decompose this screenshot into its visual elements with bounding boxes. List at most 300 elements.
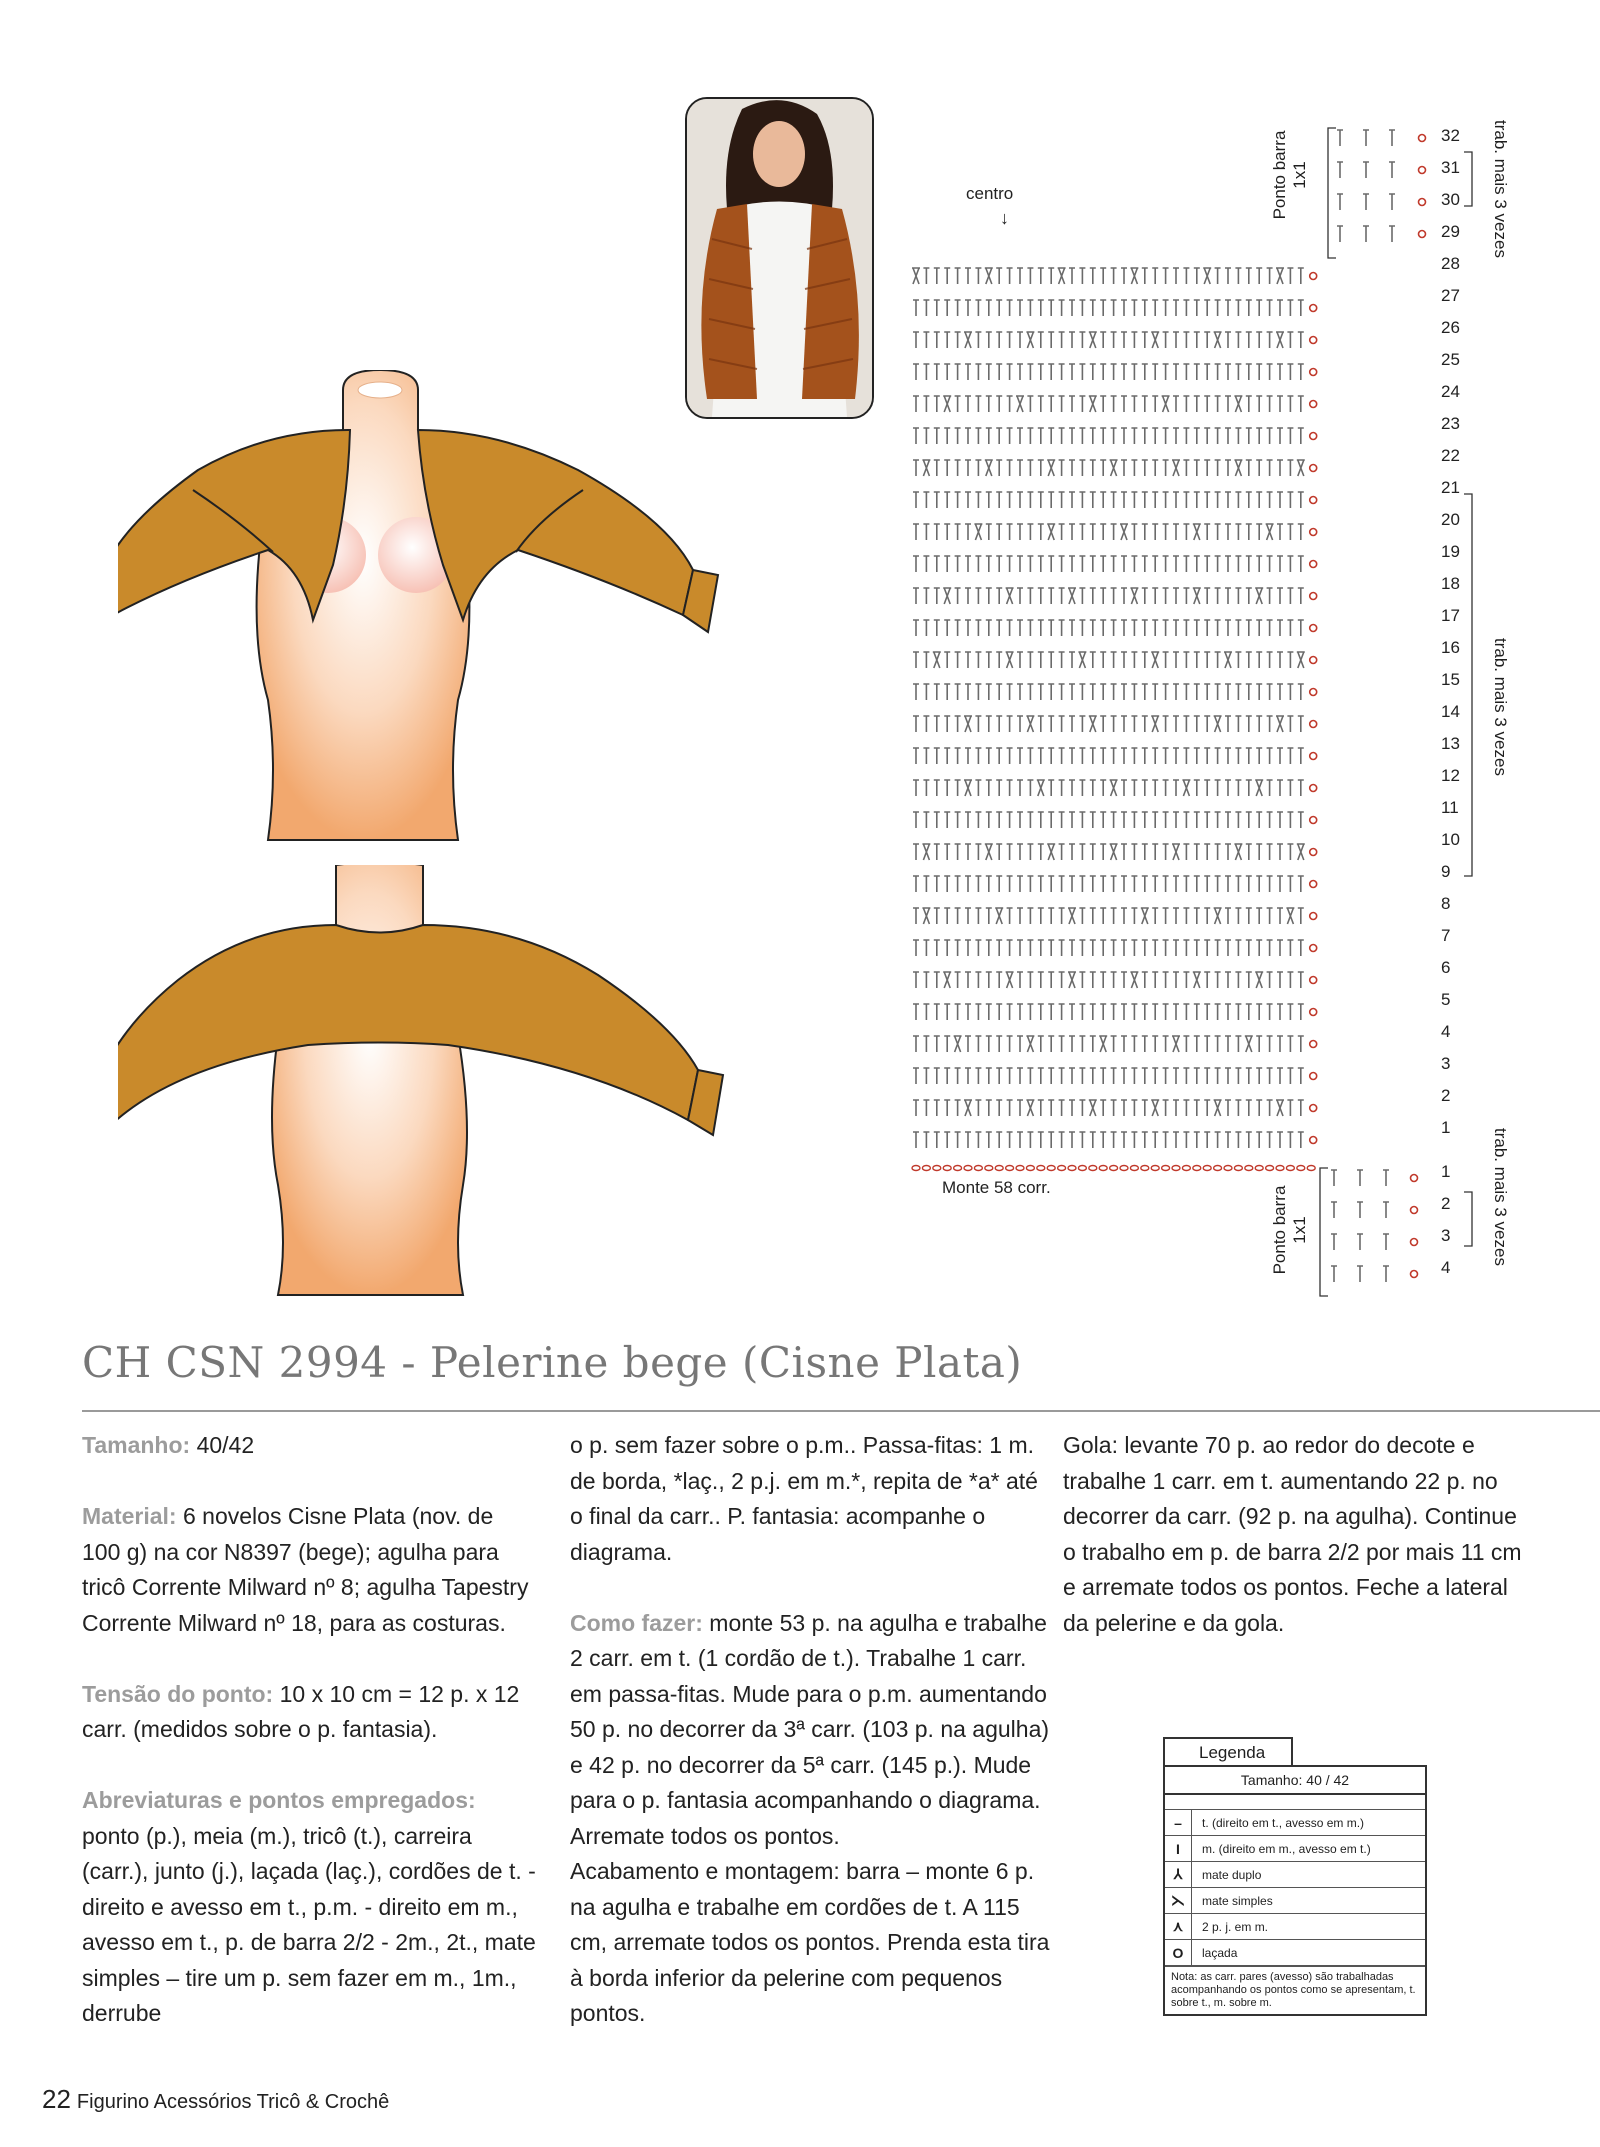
chart-stitch — [944, 1036, 950, 1052]
chart-stitch — [1256, 1004, 1262, 1020]
chart-stitch — [1267, 620, 1273, 636]
chart-stitch — [1152, 812, 1158, 828]
chart-stitch — [1267, 908, 1273, 924]
chart-stitch — [975, 1100, 981, 1116]
row-number: 27 — [1441, 286, 1460, 305]
chart-stitch — [1172, 460, 1180, 476]
chart-stitch — [1194, 652, 1200, 668]
row-number: 4 — [1441, 1258, 1451, 1277]
chart-stitch — [1246, 748, 1252, 764]
chart-stitch — [1142, 428, 1148, 444]
chart-stitch — [1121, 556, 1127, 572]
chart-stitch — [913, 364, 919, 380]
chart-stitch — [1267, 1004, 1273, 1020]
chart-stitch — [944, 812, 950, 828]
chart-stitch — [986, 908, 992, 924]
chart-stitch — [1069, 652, 1075, 668]
chart-stitch — [1100, 620, 1106, 636]
chart-stitch — [985, 460, 993, 476]
chart-stitch — [975, 940, 981, 956]
chart-stitch — [1079, 364, 1085, 380]
chart-stitch — [955, 684, 961, 700]
chart-stitch — [934, 300, 940, 316]
chart-stitch — [1215, 492, 1221, 508]
chart-stitch — [996, 396, 1002, 412]
chart-stitch — [1256, 876, 1262, 892]
chart-stitch — [986, 940, 992, 956]
chart-chain-stitch — [1234, 1166, 1242, 1171]
chart-stitch — [1267, 876, 1273, 892]
chart-chain-stitch — [1110, 1166, 1118, 1171]
chart-stitch — [1194, 876, 1200, 892]
chart-stitch — [1007, 812, 1013, 828]
chart-stitch — [923, 652, 929, 668]
chart-stitch — [1048, 780, 1054, 796]
chart-stitch — [1142, 588, 1148, 604]
chart-stitch — [1173, 428, 1179, 444]
chart-stitch — [986, 524, 992, 540]
chart-stitch — [1059, 1004, 1065, 1020]
legend-title: Legenda — [1163, 1737, 1293, 1765]
chart-stitch — [1038, 300, 1044, 316]
chart-stitch — [965, 1132, 971, 1148]
chart-stitch — [955, 716, 961, 732]
chart-stitch — [1079, 396, 1085, 412]
chart-stitch — [1121, 652, 1127, 668]
chart-stitch — [1100, 332, 1106, 348]
chart-stitch — [1225, 1100, 1231, 1116]
chart-stitch — [923, 268, 929, 284]
chart-stitch — [1131, 876, 1137, 892]
chart-stitch — [996, 972, 1002, 988]
chart-stitch — [913, 940, 919, 956]
chart-edge-stitch — [1310, 433, 1317, 440]
chart-stitch — [1267, 1132, 1273, 1148]
chart-stitch — [1194, 780, 1200, 796]
chart-stitch — [1131, 780, 1137, 796]
chart-stitch — [975, 460, 981, 476]
chart-stitch — [1006, 588, 1014, 604]
chart-stitch — [1069, 300, 1075, 316]
chart-stitch — [1357, 1266, 1363, 1282]
chart-stitch — [1069, 428, 1075, 444]
chart-edge-stitch — [1419, 199, 1426, 206]
chart-stitch — [1173, 1100, 1179, 1116]
chart-stitch — [1048, 396, 1054, 412]
chart-stitch — [1389, 194, 1395, 210]
chart-stitch — [944, 524, 950, 540]
chart-stitch — [923, 588, 929, 604]
chart-stitch — [975, 1004, 981, 1020]
chart-stitch — [923, 620, 929, 636]
chart-stitch — [1111, 428, 1117, 444]
chart-chain-stitch — [1214, 1166, 1222, 1171]
chart-stitch — [1038, 684, 1044, 700]
chart-stitch — [1287, 940, 1293, 956]
chart-stitch — [975, 332, 981, 348]
chart-stitch — [1383, 1170, 1389, 1186]
chart-stitch — [1017, 268, 1023, 284]
chart-stitch — [1287, 268, 1293, 284]
chart-stitch — [1121, 364, 1127, 380]
chart-stitch — [913, 300, 919, 316]
chart-stitch — [1194, 748, 1200, 764]
chart-stitch — [923, 556, 929, 572]
how-to-label: Como fazer: — [570, 1609, 703, 1636]
chart-stitch — [944, 876, 950, 892]
chart-stitch — [1183, 588, 1189, 604]
chart-stitch — [1194, 460, 1200, 476]
chart-stitch — [1383, 1266, 1389, 1282]
chart-stitch — [1224, 652, 1232, 668]
chart-stitch — [1287, 428, 1293, 444]
chart-stitch — [1100, 1132, 1106, 1148]
legend-row — [1165, 1914, 1425, 1940]
bar-label-bottom-line1: Ponto barra — [1270, 1185, 1289, 1275]
chart-stitch — [1121, 1068, 1127, 1084]
chart-edge-stitch — [1310, 913, 1317, 920]
chart-stitch — [944, 684, 950, 700]
chart-stitch — [923, 876, 929, 892]
chart-stitch — [1027, 748, 1033, 764]
chart-stitch — [1079, 684, 1085, 700]
chart-stitch — [996, 1068, 1002, 1084]
chart-stitch — [1277, 620, 1283, 636]
chart-stitch — [1059, 524, 1065, 540]
chart-stitch — [913, 396, 919, 412]
chart-stitch — [913, 812, 919, 828]
chart-stitch — [1027, 460, 1033, 476]
chart-stitch — [955, 652, 961, 668]
chart-stitch — [1111, 556, 1117, 572]
chart-stitch — [923, 1036, 929, 1052]
chart-stitch — [985, 268, 993, 284]
chart-stitch — [1027, 524, 1033, 540]
chart-stitch — [934, 588, 940, 604]
chart-stitch — [1183, 876, 1189, 892]
chart-stitch — [1027, 588, 1033, 604]
chart-edge-stitch — [1310, 753, 1317, 760]
chart-stitch — [1069, 492, 1075, 508]
chart-stitch — [1131, 332, 1137, 348]
chart-edge-stitch — [1310, 529, 1317, 536]
chart-stitch — [1131, 684, 1137, 700]
chart-stitch — [1090, 844, 1096, 860]
chart-stitch — [1079, 268, 1085, 284]
chart-stitch — [1038, 1004, 1044, 1020]
chart-stitch — [1121, 1036, 1127, 1052]
chart-stitch — [944, 1004, 950, 1020]
chart-stitch — [1287, 588, 1293, 604]
chart-stitch — [1225, 908, 1231, 924]
chart-stitch — [1131, 556, 1137, 572]
chart-stitch — [1363, 162, 1369, 178]
chart-stitch — [1194, 300, 1200, 316]
chart-stitch — [1235, 1132, 1241, 1148]
chart-stitch — [1267, 364, 1273, 380]
chart-stitch — [1215, 748, 1221, 764]
chart-stitch — [1163, 460, 1169, 476]
chart-stitch — [965, 268, 971, 284]
chart-stitch — [1048, 684, 1054, 700]
legend-row — [1165, 1888, 1425, 1914]
chart-stitch — [1204, 1004, 1210, 1020]
chart-stitch — [955, 748, 961, 764]
chart-stitch — [1194, 1004, 1200, 1020]
chart-chain-stitch — [1130, 1166, 1138, 1171]
chart-stitch — [1183, 620, 1189, 636]
chart-stitch — [1007, 1036, 1013, 1052]
size-value: 40/42 — [190, 1432, 255, 1458]
chart-stitch — [1163, 300, 1169, 316]
chart-stitch — [913, 844, 919, 860]
chart-stitch — [1100, 428, 1106, 444]
row-number: 20 — [1441, 510, 1460, 529]
chart-stitch — [923, 300, 929, 316]
chart-stitch — [1235, 620, 1241, 636]
chart-stitch — [1059, 396, 1065, 412]
chart-stitch — [964, 332, 972, 348]
chart-stitch — [923, 524, 929, 540]
chart-stitch — [1225, 364, 1231, 380]
chart-edge-stitch — [1310, 1105, 1317, 1112]
chart-stitch — [1173, 364, 1179, 380]
chart-stitch — [1069, 460, 1075, 476]
chart-stitch — [996, 364, 1002, 380]
chart-stitch — [1111, 716, 1117, 732]
legend-size: Tamanho: 40 / 42 — [1165, 1767, 1425, 1795]
chart-stitch — [1090, 492, 1096, 508]
chart-stitch — [996, 1036, 1002, 1052]
chart-stitch — [1235, 1100, 1241, 1116]
chart-stitch — [1121, 844, 1127, 860]
chart-stitch — [1287, 684, 1293, 700]
chart-stitch — [996, 428, 1002, 444]
chart-stitch — [1246, 300, 1252, 316]
row-number: 2 — [1441, 1194, 1451, 1213]
chart-chain-stitch — [1047, 1166, 1055, 1171]
chart-stitch — [1048, 716, 1054, 732]
chart-stitch — [1363, 130, 1369, 146]
row-number: 12 — [1441, 766, 1460, 785]
chart-stitch — [1142, 492, 1148, 508]
chart-stitch — [1163, 332, 1169, 348]
chart-edge-stitch — [1310, 273, 1317, 280]
chart-stitch — [1173, 300, 1179, 316]
chart-stitch — [1287, 1068, 1293, 1084]
chart-stitch — [1111, 908, 1117, 924]
chart-stitch — [1246, 972, 1252, 988]
chart-stitch — [913, 620, 919, 636]
chart-stitch — [944, 492, 950, 508]
chart-stitch — [1215, 268, 1221, 284]
chart-stitch — [1246, 524, 1252, 540]
legend-text: mate duplo — [1202, 1867, 1262, 1882]
chart-stitch — [1173, 748, 1179, 764]
chart-stitch — [1389, 162, 1395, 178]
chart-stitch — [1099, 1036, 1107, 1052]
chart-stitch — [1204, 332, 1210, 348]
chart-edge-stitch — [1310, 721, 1317, 728]
chart-stitch — [1256, 940, 1262, 956]
chart-stitch — [996, 1100, 1002, 1116]
chart-stitch — [955, 300, 961, 316]
chart-stitch — [1142, 972, 1148, 988]
chart-stitch — [1152, 780, 1158, 796]
chart-stitch — [1151, 1100, 1159, 1116]
chart-stitch — [1038, 492, 1044, 508]
chart-stitch — [1267, 332, 1273, 348]
chart-stitch — [1152, 1036, 1158, 1052]
chart-stitch — [1038, 908, 1044, 924]
chart-stitch — [1163, 1004, 1169, 1020]
chart-stitch — [1121, 300, 1127, 316]
chart-stitch — [1111, 396, 1117, 412]
chart-stitch — [1151, 716, 1159, 732]
chart-stitch — [1277, 492, 1283, 508]
material-value: 6 novelos Cisne Plata (nov. de 100 g) na cor N8397 (bege); agulha para tricô Corrente Milward nº 8; agulha Tapestry Corrente Milward nº 18, para as costuras. — [82, 1503, 529, 1636]
chart-stitch — [1079, 588, 1085, 604]
chart-stitch — [1048, 812, 1054, 828]
chart-stitch — [1183, 556, 1189, 572]
chart-stitch — [1298, 396, 1304, 412]
chart-stitch — [1298, 364, 1304, 380]
chart-stitch — [1255, 780, 1263, 796]
tension-value: 10 x 10 cm = 12 p. x 12 carr. (medidos sobre o p. fantasia). — [82, 1680, 520, 1742]
center-label: centro — [966, 184, 1014, 203]
chart-stitch — [1142, 748, 1148, 764]
chart-stitch — [1017, 1004, 1023, 1020]
chart-stitch — [1225, 940, 1231, 956]
chart-stitch — [1007, 780, 1013, 796]
abbreviations-value: ponto (p.), meia (m.), tricô (t.), carreira (carr.), junto (j.), laçada (laç.), cordões de t. - direito e avesso em t., p.m. - direito em m., avesso em t., p. de barra 2/2 - 2m., 2t., mate simples – tire um p. sem fazer em m., 1m., derrube — [82, 1822, 536, 2026]
chart-stitch — [986, 876, 992, 892]
chart-stitch — [1277, 748, 1283, 764]
chart-stitch — [1100, 1068, 1106, 1084]
chart-edge-stitch — [1310, 817, 1317, 824]
chart-stitch — [934, 812, 940, 828]
chart-stitch — [1142, 1004, 1148, 1020]
chart-stitch — [1163, 428, 1169, 444]
chart-stitch — [1204, 748, 1210, 764]
chart-stitch — [1142, 780, 1148, 796]
chart-chain-stitch — [1068, 1166, 1076, 1171]
chart-stitch — [1121, 492, 1127, 508]
chart-stitch — [1183, 1004, 1189, 1020]
chart-stitch — [1130, 972, 1138, 988]
chart-stitch — [934, 460, 940, 476]
chart-stitch — [1027, 492, 1033, 508]
chart-stitch — [1298, 1132, 1304, 1148]
chart-bracket — [1464, 1192, 1472, 1246]
chart-stitch — [1038, 748, 1044, 764]
chart-stitch — [1183, 748, 1189, 764]
legend-symbol: ⋋ — [1165, 1888, 1192, 1913]
chart-stitch — [1017, 428, 1023, 444]
chart-stitch — [1246, 588, 1252, 604]
chart-stitch — [1173, 556, 1179, 572]
chart-stitch — [944, 940, 950, 956]
chart-grid — [900, 110, 1500, 1360]
page-footer — [42, 2084, 389, 2115]
chart-stitch — [1246, 684, 1252, 700]
chart-stitch — [1142, 1132, 1148, 1148]
chart-stitch — [1152, 556, 1158, 572]
chart-stitch — [996, 620, 1002, 636]
material-label: Material: — [82, 1503, 177, 1529]
chart-stitch — [1225, 844, 1231, 860]
chart-stitch — [1215, 812, 1221, 828]
chart-edge-stitch — [1310, 401, 1317, 408]
row-number: 16 — [1441, 638, 1460, 657]
model-photo — [685, 97, 874, 419]
chart-stitch — [1194, 396, 1200, 412]
pelerine-back-illustration — [118, 865, 818, 1305]
chart-stitch — [1121, 780, 1127, 796]
chart-stitch — [1152, 748, 1158, 764]
chart-stitch — [1383, 1202, 1389, 1218]
chart-stitch — [1152, 492, 1158, 508]
chart-stitch — [1111, 812, 1117, 828]
chart-stitch — [1256, 908, 1262, 924]
chart-stitch — [1163, 620, 1169, 636]
legend — [1163, 1737, 1427, 2016]
chart-stitch — [1297, 652, 1305, 668]
chart-stitch — [996, 940, 1002, 956]
chart-chain-stitch — [1172, 1166, 1180, 1171]
chart-stitch — [1203, 268, 1211, 284]
chart-stitch — [1183, 364, 1189, 380]
chart-stitch — [1225, 524, 1231, 540]
chart-stitch — [1121, 1132, 1127, 1148]
chart-stitch — [1059, 1132, 1065, 1148]
chart-stitch — [1286, 908, 1294, 924]
chart-stitch — [934, 876, 940, 892]
chart-stitch — [1152, 1132, 1158, 1148]
chart-stitch — [1163, 524, 1169, 540]
chart-stitch — [1059, 940, 1065, 956]
chart-stitch — [913, 972, 919, 988]
chart-stitch — [996, 652, 1002, 668]
chart-stitch — [1256, 428, 1262, 444]
instructions-column-2 — [570, 1428, 1050, 2067]
chart-edge-stitch — [1310, 689, 1317, 696]
chart-stitch — [986, 588, 992, 604]
chart-stitch — [1007, 556, 1013, 572]
chart-stitch — [1163, 652, 1169, 668]
chart-edge-stitch — [1310, 1009, 1317, 1016]
chart-stitch — [1298, 268, 1304, 284]
chart-stitch — [1215, 876, 1221, 892]
chart-stitch — [1267, 588, 1273, 604]
chart-chain-stitch — [954, 1166, 962, 1171]
chart-stitch — [1204, 780, 1210, 796]
chart-stitch — [1048, 1132, 1054, 1148]
chart-stitch — [1027, 972, 1033, 988]
chart-stitch — [1142, 684, 1148, 700]
chart-stitch — [1256, 460, 1262, 476]
chart-stitch — [1131, 428, 1137, 444]
chart-stitch — [1026, 332, 1034, 348]
chart-stitch — [1007, 460, 1013, 476]
chart-stitch — [1038, 812, 1044, 828]
chart-stitch — [944, 908, 950, 924]
chart-stitch — [1007, 524, 1013, 540]
chart-edge-stitch — [1411, 1207, 1418, 1214]
row-number: 17 — [1441, 606, 1460, 625]
chart-stitch — [1215, 1068, 1221, 1084]
chart-stitch — [1152, 268, 1158, 284]
